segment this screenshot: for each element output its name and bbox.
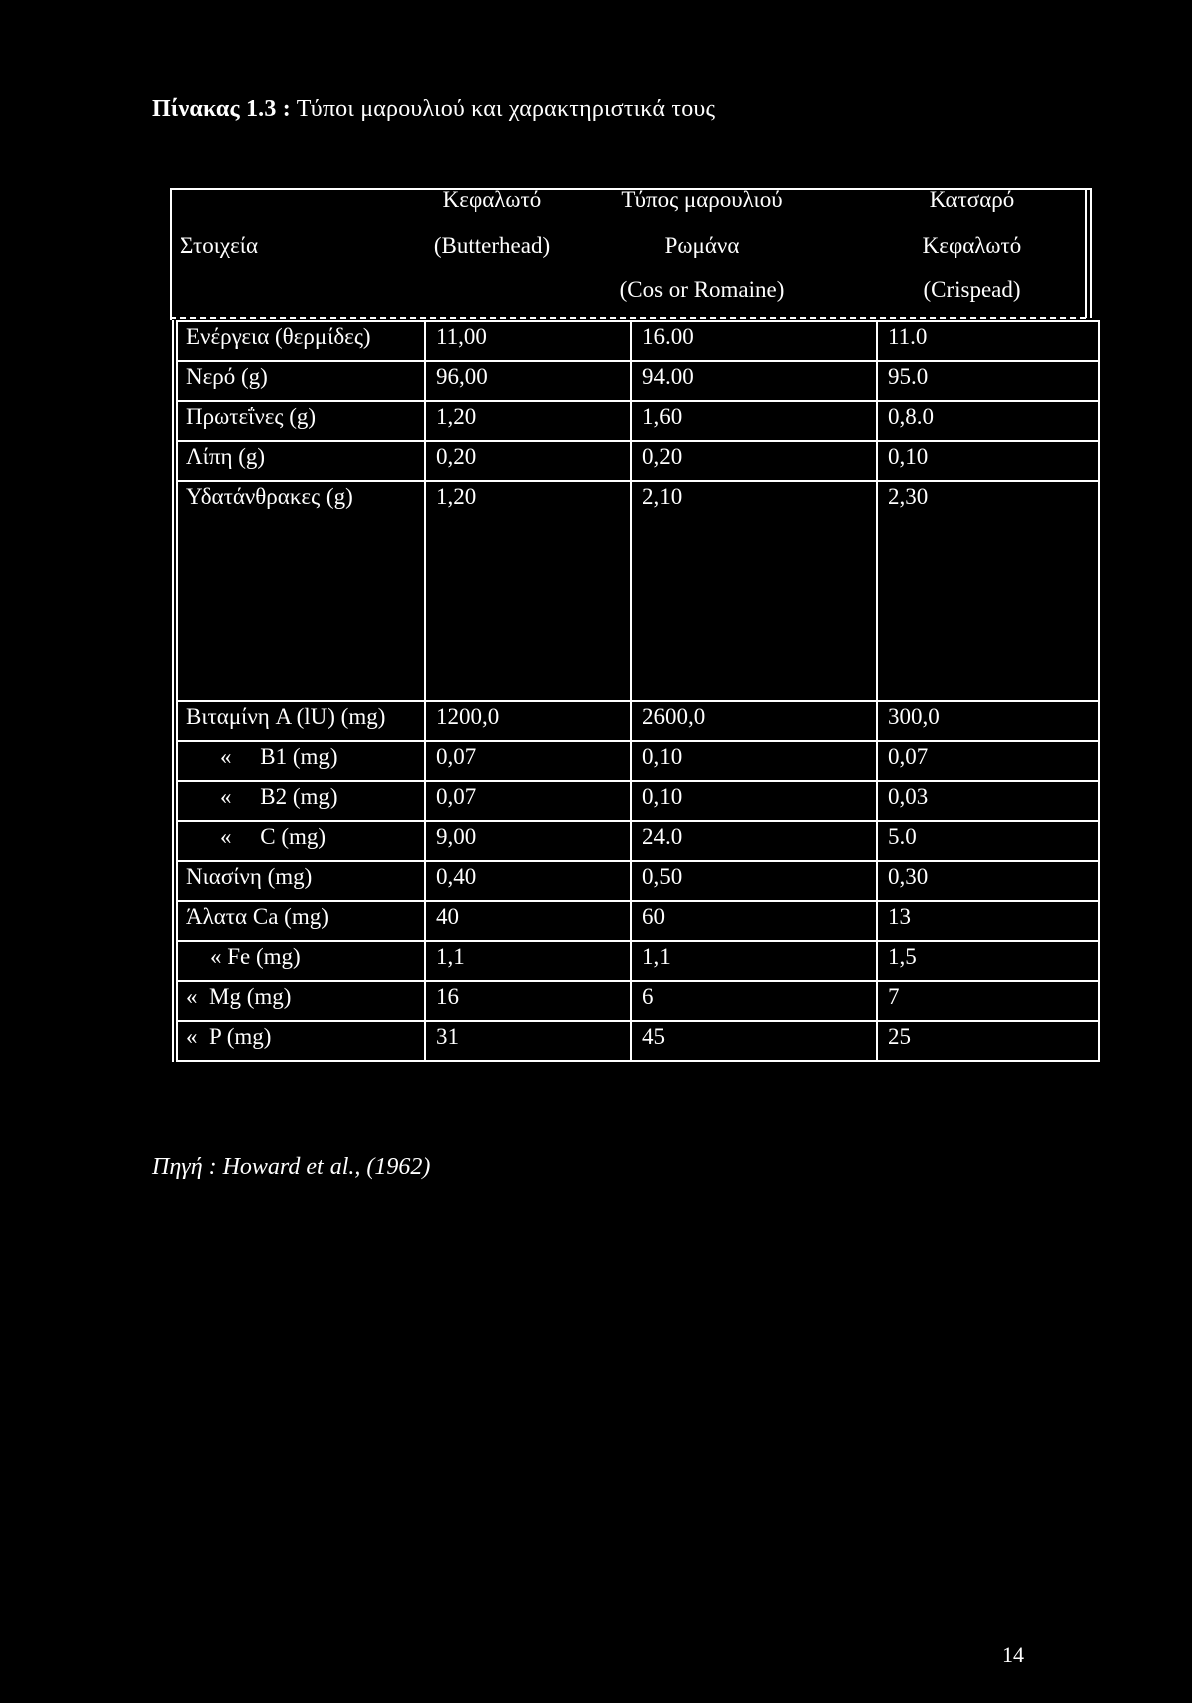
header-divider: [170, 317, 1086, 319]
romaine-value: 0,50: [631, 861, 877, 901]
romaine-value: 45: [631, 1021, 877, 1061]
row-label: « C (mg): [175, 821, 425, 861]
header-col-elements: Στοιχεία: [180, 233, 259, 258]
crispead-value: 0,8.0: [877, 401, 1099, 441]
table-row: [175, 701, 1099, 741]
butterhead-value: 16: [425, 981, 631, 1021]
butterhead-value: 1200,0: [425, 701, 631, 741]
butterhead-value: 1,20: [425, 401, 631, 441]
page-number: 14: [1002, 1642, 1024, 1667]
crispead-value: 5.0: [877, 821, 1099, 861]
butterhead-value: 0,40: [425, 861, 631, 901]
row-label: Νερό (g): [175, 361, 425, 401]
table-row: [175, 741, 1099, 781]
crispead-value: 0,03: [877, 781, 1099, 821]
table-header: [170, 188, 1092, 320]
table-row: [175, 901, 1099, 941]
crispead-value: 0,30: [877, 861, 1099, 901]
romaine-value: 1,60: [631, 401, 877, 441]
butterhead-value: 0,07: [425, 781, 631, 821]
row-label: Πρωτεΐνες (g): [175, 401, 425, 441]
crispead-value: 11.0: [877, 321, 1099, 361]
table-row: [175, 941, 1099, 981]
header-col2-line3: (Cos or Romaine): [619, 277, 785, 302]
table-row: [175, 361, 1099, 401]
crispead-value: 25: [877, 1021, 1099, 1061]
table-row: [175, 481, 1099, 701]
butterhead-value: 0,07: [425, 741, 631, 781]
romaine-value: 60: [631, 901, 877, 941]
nutrition-table: [172, 320, 1100, 1062]
row-label: « Mg (mg): [175, 981, 425, 1021]
header-col2-line1: Τύπος μαρουλιού: [621, 187, 783, 212]
row-label: « B1 (mg): [175, 741, 425, 781]
caption-label: Πίνακας 1.3 :: [152, 96, 291, 122]
romaine-value: 0,10: [631, 781, 877, 821]
romaine-value: 2600,0: [631, 701, 877, 741]
butterhead-value: 9,00: [425, 821, 631, 861]
table-row: [175, 821, 1099, 861]
romaine-value: 24.0: [631, 821, 877, 861]
romaine-value: 16.00: [631, 321, 877, 361]
romaine-value: 0,10: [631, 741, 877, 781]
romaine-value: 2,10: [631, 481, 877, 701]
table-caption: [152, 96, 715, 123]
header-col3-line3: (Crispead): [923, 277, 1021, 302]
crispead-value: 0,07: [877, 741, 1099, 781]
crispead-value: 0,10: [877, 441, 1099, 481]
butterhead-value: 96,00: [425, 361, 631, 401]
romaine-value: 1,1: [631, 941, 877, 981]
crispead-value: 7: [877, 981, 1099, 1021]
romaine-value: 94.00: [631, 361, 877, 401]
row-label: Λίπη (g): [175, 441, 425, 481]
crispead-value: 300,0: [877, 701, 1099, 741]
row-label: Νιασίνη (mg): [175, 861, 425, 901]
table-row: [175, 1021, 1099, 1061]
table-row: [175, 321, 1099, 361]
row-label: Υδατάνθρακες (g): [175, 481, 425, 701]
row-label: « P (mg): [175, 1021, 425, 1061]
source-note: Πηγή : Howard et al., (1962): [152, 1154, 431, 1180]
table-row: [175, 401, 1099, 441]
crispead-value: 2,30: [877, 481, 1099, 701]
butterhead-value: 11,00: [425, 321, 631, 361]
table-row: [175, 981, 1099, 1021]
romaine-value: 6: [631, 981, 877, 1021]
header-col3-line1: Κατσαρό: [929, 187, 1015, 212]
table-row: [175, 861, 1099, 901]
crispead-value: 13: [877, 901, 1099, 941]
romaine-value: 0,20: [631, 441, 877, 481]
row-label: Άλατα Ca (mg): [175, 901, 425, 941]
butterhead-value: 31: [425, 1021, 631, 1061]
row-label: Βιταμίνη A (lU) (mg): [175, 701, 425, 741]
row-label: Ενέργεια (θερμίδες): [175, 321, 425, 361]
header-col1-line1: Κεφαλωτό: [442, 187, 542, 212]
row-label: « Fe (mg): [175, 941, 425, 981]
butterhead-value: 40: [425, 901, 631, 941]
butterhead-value: 0,20: [425, 441, 631, 481]
butterhead-value: 1,20: [425, 481, 631, 701]
header-col2-line2: Ρωμάνα: [664, 233, 740, 258]
caption-text: Τύποι μαρουλιού και χαρακτηριστικά τους: [296, 96, 716, 122]
table-row: [175, 781, 1099, 821]
row-label: « B2 (mg): [175, 781, 425, 821]
crispead-value: 1,5: [877, 941, 1099, 981]
header-col3-line2: Κεφαλωτό: [922, 233, 1022, 258]
header-col1-line2: (Butterhead): [433, 233, 551, 258]
crispead-value: 95.0: [877, 361, 1099, 401]
table-row: [175, 441, 1099, 481]
butterhead-value: 1,1: [425, 941, 631, 981]
